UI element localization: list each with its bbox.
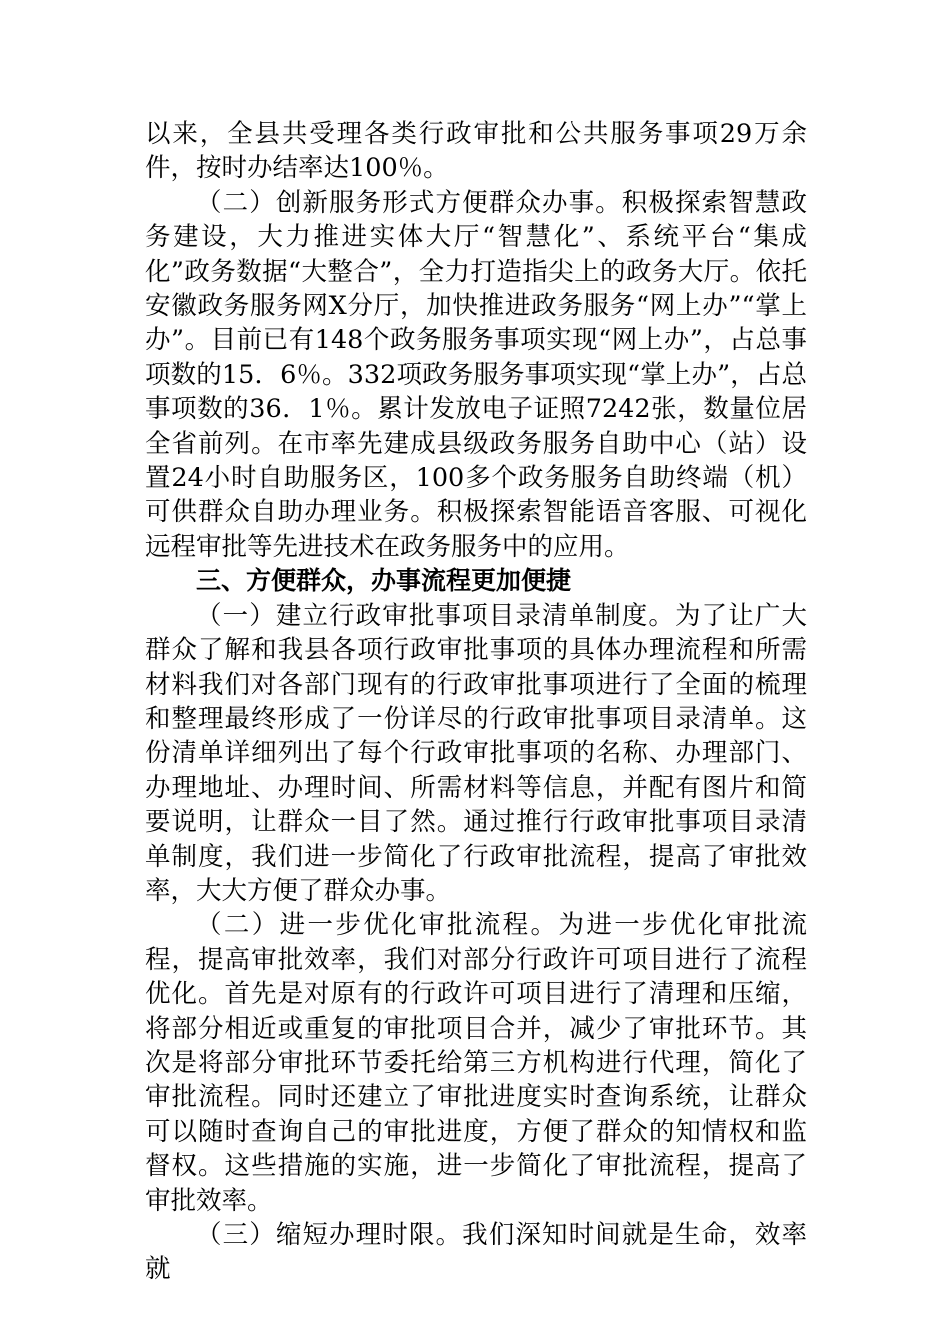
paragraph-shorten-time	[145, 1218, 807, 1287]
paragraph-lead: （三）缩短办理时限。	[196, 1220, 463, 1250]
paragraph-lead: （二）进一步优化审批流程。	[196, 910, 559, 941]
paragraph-lead: （二）创新服务形式方便群众办事。	[196, 187, 622, 218]
paragraph-body: 积极探索智慧政务建设，大力推进实体大厅“智慧化”、系统平台“集成化”政务数据“大整合”，全力打造指尖上的政务大厅。依托安徽政务服务网X分厅，加快推进政务服务“网上办”“掌上办”。目前已有148个政务服务事项实现“网上办”，占总事项数的15．6％。332项政务服务事项实现“掌上办”，占总事项数的36．1％。累计发放电子证照7242张，数量位居全省前列。在市率先建成县级政务服务自助中心（站）设置24小时自助服务区，100多个政务服务自助终端（机）可供群众自助办理业务。积极探索智能语音客服、可视化远程审批等先进技术在政务服务中的应用。	[145, 187, 807, 562]
paragraph-body: 我们深知时间就是生命，效率就	[145, 1220, 807, 1285]
paragraph-lead: （一）建立行政审批事项目录清单制度。	[196, 600, 676, 631]
document-page	[145, 117, 807, 1287]
paragraph-catalog-list	[145, 599, 807, 909]
paragraph-optimize-process	[145, 908, 807, 1218]
paragraph-body: 以来，全县共受理各类行政审批和公共服务事项29万余件，按时办结率达100％。	[145, 119, 807, 184]
section-heading: 三、方便群众，办事流程更加便捷	[196, 566, 572, 596]
paragraph-innovate-service	[145, 186, 807, 564]
paragraph-continuation	[145, 117, 807, 186]
paragraph-body: 为进一步优化审批流程，提高审批效率，我们对部分行政许可项目进行了流程优化。首先是对原有的行政许可项目进行了清理和压缩，将部分相近或重复的审批项目合并，减少了审批环节。其次是将部分审批环节委托给第三方机构进行代理，简化了审批流程。同时还建立了审批进度实时查询系统，让群众可以随时查询自己的审批进度，方便了群众的知情权和监督权。这些措施的实施，进一步简化了审批流程，提高了审批效率。	[145, 910, 807, 1216]
paragraph-body: 为了让广大群众了解和我县各项行政审批事项的具体办理流程和所需材料我们对各部门现有的行政审批事项进行了全面的梳理和整理最终形成了一份详尽的行政审批事项目录清单。这份清单详细列出了每个行政审批事项的名称、办理部门、办理地址、办理时间、所需材料等信息，并配有图片和简要说明，让群众一目了然。通过推行行政审批事项目录清单制度，我们进一步简化了行政审批流程，提高了审批效率，大大方便了群众办事。	[145, 600, 807, 906]
